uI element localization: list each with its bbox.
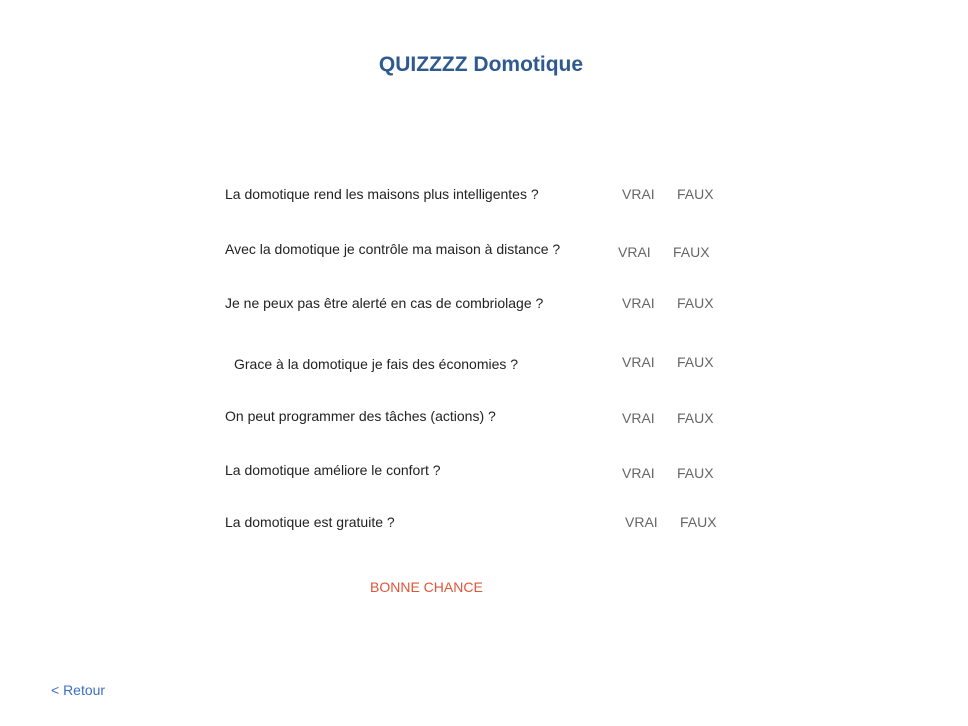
q1-faux-option[interactable]: FAUX	[677, 186, 714, 202]
q3-faux-option[interactable]: FAUX	[677, 295, 714, 311]
question-1: La domotique rend les maisons plus intelligentes ?	[225, 186, 539, 202]
question-7: La domotique est gratuite ?	[225, 514, 395, 530]
good-luck-message: BONNE CHANCE	[370, 579, 483, 595]
question-3: Je ne peux pas être alerté en cas de combriolage ?	[225, 295, 544, 311]
question-2: Avec la domotique je contrôle ma maison à distance ?	[225, 241, 561, 257]
back-link[interactable]: < Retour	[51, 682, 106, 698]
q2-faux-option[interactable]: FAUX	[673, 244, 710, 260]
q1-vrai-option[interactable]: VRAI	[622, 186, 655, 202]
page-title: QUIZZZZ Domotique	[378, 53, 584, 76]
question-4: Grace à la domotique je fais des économies ?	[234, 356, 519, 372]
q4-vrai-option[interactable]: VRAI	[622, 354, 655, 370]
q6-faux-option[interactable]: FAUX	[677, 465, 714, 481]
q4-faux-option[interactable]: FAUX	[677, 354, 714, 370]
q5-faux-option[interactable]: FAUX	[677, 410, 714, 426]
q2-vrai-option[interactable]: VRAI	[618, 244, 651, 260]
q3-vrai-option[interactable]: VRAI	[622, 295, 655, 311]
q7-faux-option[interactable]: FAUX	[680, 514, 717, 530]
question-5: On peut programmer des tâches (actions) ?	[225, 408, 496, 424]
q5-vrai-option[interactable]: VRAI	[622, 410, 655, 426]
question-6: La domotique améliore le confort ?	[225, 462, 441, 478]
q7-vrai-option[interactable]: VRAI	[625, 514, 658, 530]
q6-vrai-option[interactable]: VRAI	[622, 465, 655, 481]
